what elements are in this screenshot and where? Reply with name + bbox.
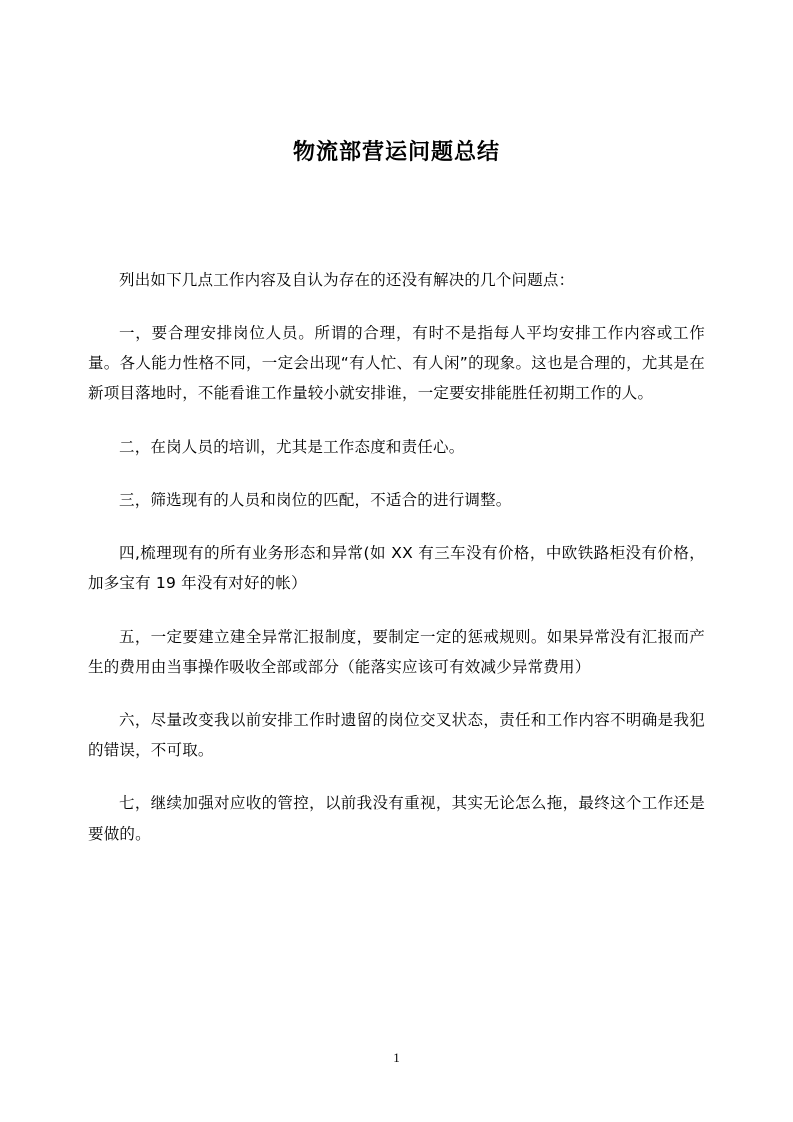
page-number: 1 [393, 1050, 400, 1065]
intro-paragraph: 列出如下几点工作内容及自认为存在的还没有解决的几个问题点： [119, 270, 575, 289]
page-title: 物流部营运问题总结 [292, 140, 500, 165]
paragraph-7: 七，继续加强对应收的管控，以前我没有重视，其实无论怎么拖，最终这个工作还是要做的。 [88, 794, 705, 843]
document-body [88, 265, 705, 849]
paragraph-6: 六，尽量改变我以前安排工作时遗留的岗位交叉状态，责任和工作内容不明确是我犯的错误，不可取。 [88, 710, 705, 760]
paragraph-1: 一，要合理安排岗位人员。所谓的合理，有时不是指每人平均安排工作内容或工作量。各人能力性格不同，一定会出现“有人忙、有人闲”的现象。这也是合理的，尤其是在新项目落地时，不能看谁工作量较小就安排谁，一定要安排能胜任初期工作的人。 [88, 324, 705, 403]
paragraph-5: 五，一定要建立建全异常汇报制度，要制定一定的惩戒规则。如果异常没有汇报而产生的费用由当事操作吸收全部或部分（能落实应该可有效减少异常费用） [88, 627, 705, 676]
paragraph-4: 四,梳理现有的所有业务形态和异常(如 XX 有三车没有价格，中欧铁路柜没有价格，加多宝有 19 年没有对好的帐） [88, 544, 705, 593]
paragraph-2: 二，在岗人员的培训，尤其是工作态度和责任心。 [119, 437, 465, 456]
paragraph-3: 三，筛选现有的人员和岗位的匹配，不适合的进行调整。 [119, 490, 512, 509]
